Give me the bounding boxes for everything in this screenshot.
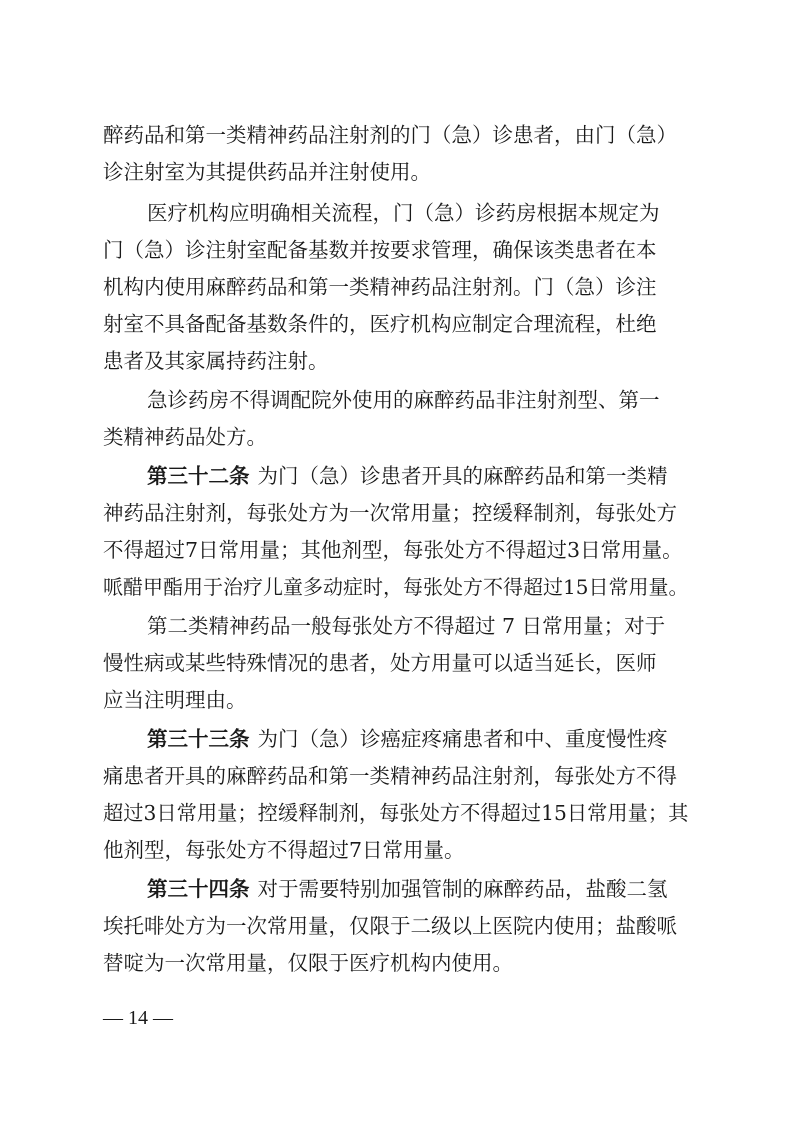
text-line: 超过3日常用量；控缓释制剂，每张处方不得超过15日常用量；其 — [103, 801, 689, 825]
article-line: 第三十二条 为门（急）诊患者开具的麻醉药品和第一类精 — [147, 464, 668, 488]
text-line: 埃托啡处方为一次常用量，仅限于二级以上医院内使用；盐酸哌 — [103, 914, 677, 938]
text-line: 急诊药房不得调配院外使用的麻醉药品非注射剂型、第一 — [147, 388, 660, 412]
text-line: 射室不具备配备基数条件的，医疗机构应制定合理流程，杜绝 — [103, 312, 657, 336]
article-heading: 第三十二条 — [147, 464, 250, 488]
text-line: 痛患者开具的麻醉药品和第一类精神药品注射剂，每张处方不得 — [103, 764, 677, 788]
text-line: 慢性病或某些特殊情况的患者，处方用量可以适当延长，医师 — [103, 651, 657, 675]
text-line: 不得超过7日常用量；其他剂型，每张处方不得超过3日常用量。 — [103, 538, 683, 562]
text-line: 门（急）诊注射室配备基数并按要求管理，确保该类患者在本 — [103, 238, 657, 262]
article-heading: 第三十三条 — [147, 727, 250, 751]
text-line: 替啶为一次常用量，仅限于医疗机构内使用。 — [103, 951, 513, 975]
text-line: 患者及其家属持药注射。 — [103, 349, 329, 373]
text-line: 神药品注射剂，每张处方为一次常用量；控缓释制剂，每张处方 — [103, 501, 677, 525]
page-number: — 14 — — [103, 1007, 173, 1029]
text-line: 医疗机构应明确相关流程，门（急）诊药房根据本规定为 — [147, 201, 660, 225]
text-line: 哌醋甲酯用于治疗儿童多动症时，每张处方不得超过15日常用量。 — [103, 575, 689, 599]
text-line: 类精神药品处方。 — [103, 425, 267, 449]
article-line: 第三十三条 为门（急）诊癌症疼痛患者和中、重度慢性疼 — [147, 727, 668, 751]
article-line: 第三十四条 对于需要特别加强管制的麻醉药品，盐酸二氢 — [147, 877, 668, 901]
article-heading: 第三十四条 — [147, 877, 250, 901]
text-line: 醉药品和第一类精神药品注射剂的门（急）诊患者，由门（急） — [103, 123, 677, 147]
text-line: 诊注射室为其提供药品并注射使用。 — [103, 160, 431, 184]
text-line: 应当注明理由。 — [103, 688, 247, 712]
text-line: 机构内使用麻醉药品和第一类精神药品注射剂。门（急）诊注 — [103, 275, 657, 299]
text-line: 他剂型，每张处方不得超过7日常用量。 — [103, 838, 465, 862]
text-line: 第二类精神药品一般每张处方不得超过 7 日常用量；对于 — [147, 614, 666, 638]
